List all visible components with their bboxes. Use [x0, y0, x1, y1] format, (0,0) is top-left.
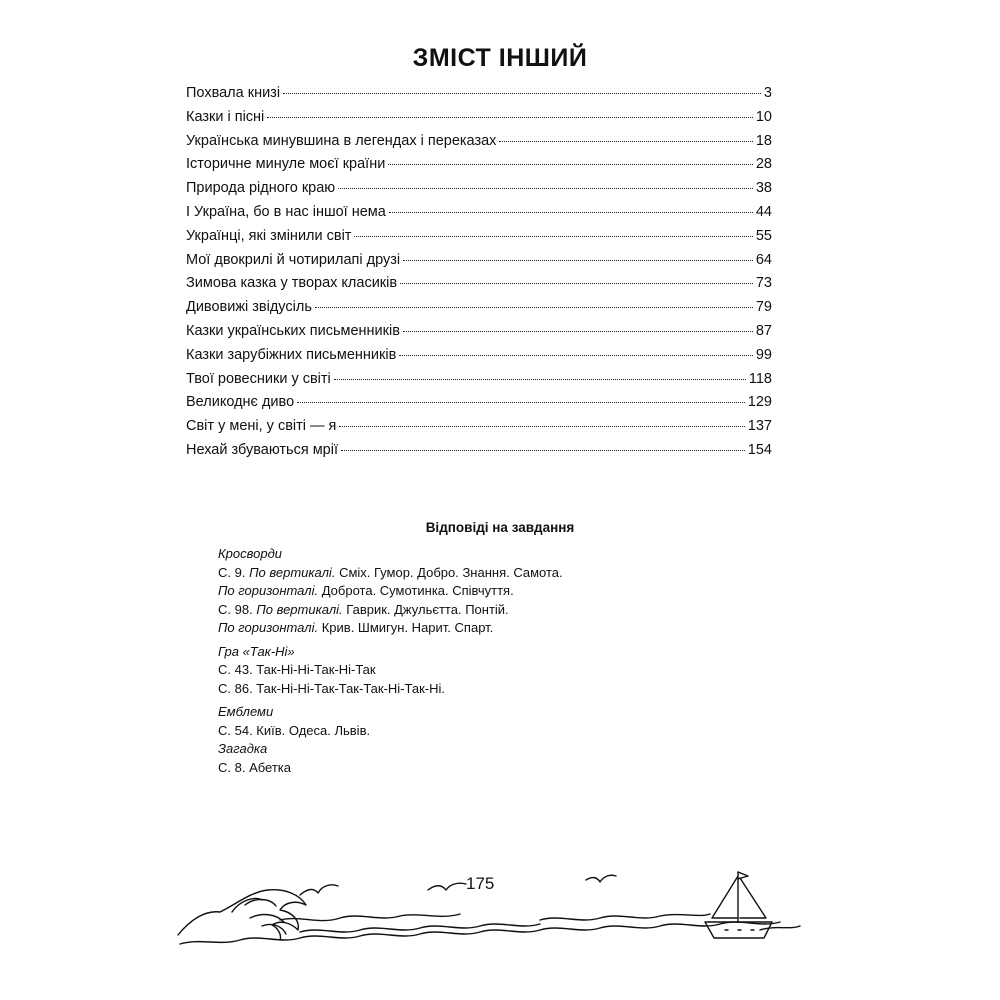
toc-entry-page: 118 [748, 370, 772, 387]
toc-entry-page: 73 [755, 275, 772, 292]
riddle-label: Загадка [218, 741, 268, 756]
answer-line: С. 43. Так-Ні-Ні-Так-Ні-Так [218, 662, 376, 677]
answer-text: Крив. Шмигун. Нарит. Спарт. [321, 620, 494, 635]
answer-text: Сміх. Гумор. Добро. Знання. Самота. [339, 564, 563, 580]
toc-entry-title: Великоднє диво [186, 394, 295, 411]
toc-entry-page: 87 [755, 322, 772, 339]
toc-entry-title: Мої двокрилі й чотирилапі друзі [186, 251, 401, 268]
emblems-label: Емблеми [218, 704, 274, 719]
toc-entry-title: Історичне минуле моєї країни [186, 156, 386, 173]
answer-page-ref: С. 9. [218, 564, 246, 580]
toc-entry-page: 44 [755, 203, 772, 220]
toc-entry-title: Твої ровесники у світі [186, 370, 331, 387]
toc-entry-title: Казки українських письменників [186, 322, 400, 339]
answer-direction: По горизонталі. [218, 583, 319, 598]
toc-entry-page: 154 [747, 441, 772, 458]
answer-line: С. 8. Абетка [218, 759, 291, 775]
toc-entry-title: І Україна, бо в нас іншої нема [186, 203, 386, 220]
answer-line: С. 54. Київ. Одеса. Львів. [218, 722, 371, 738]
page-number: 175 [466, 874, 495, 893]
toc-entry-page: 64 [755, 251, 772, 268]
answers-heading: Відповіді на завдання [425, 520, 575, 535]
answer-direction: По горизонталі. [218, 620, 319, 635]
toc-entry-title: Казки зарубіжних письменників [186, 346, 397, 363]
answer-line: С. 86. Так-Ні-Ні-Так-Так-Так-Ні-Так-Ні. [218, 680, 446, 696]
toc-entry-title: Українська минувшина в легендах і переказах [186, 132, 497, 149]
toc-entry-page: 137 [747, 418, 772, 435]
toc-entry-title: Зимова казка у творах класиків [186, 275, 398, 292]
toc-entry-page: 38 [755, 180, 772, 197]
toc-entry-page: 79 [755, 299, 772, 316]
answer-text: Гаврик. Джульєтта. Понтій. [346, 601, 509, 617]
toc-entry-page: 18 [755, 132, 772, 149]
toc-entry-title: Нехай збуваються мрії [186, 441, 338, 458]
toc-entry-title: Дивовижі звідусіль [186, 299, 312, 316]
answer-direction: По вертикалі. [249, 564, 336, 580]
toc-entry-page: 55 [755, 227, 772, 244]
toc-entry-page: 10 [755, 108, 772, 125]
seagull-icon [300, 885, 338, 895]
toc-entry-page: 3 [763, 85, 772, 101]
toc-entry-title: Українці, які змінили світ [186, 227, 352, 244]
answer-direction: По вертикалі. [256, 601, 343, 617]
game-label: Гра «Так-Ні» [218, 643, 295, 659]
toc-entry-title: Казки і пісні [186, 108, 265, 125]
seagull-icon [586, 875, 616, 882]
toc-entry-page: 129 [747, 394, 772, 411]
answer-page-ref: С. 98. [218, 601, 253, 617]
wave-icon [178, 890, 306, 940]
answer-text: Доброта. Сумотинка. Співчуття. [321, 583, 514, 598]
sailboat-icon [705, 872, 772, 938]
toc-entry-title: Світ у мені, у світі — я [186, 418, 337, 435]
toc-entry-title: Похвала книзі [186, 85, 281, 101]
toc-entry-page: 99 [755, 346, 772, 363]
seagull-icon [428, 883, 466, 890]
toc-entry-page: 28 [755, 156, 772, 173]
page-title: ЗМІСТ ІНШИЙ [412, 44, 588, 72]
crosswords-label: Кросворди [218, 546, 282, 561]
toc-entry-title: Природа рідного краю [186, 180, 336, 197]
